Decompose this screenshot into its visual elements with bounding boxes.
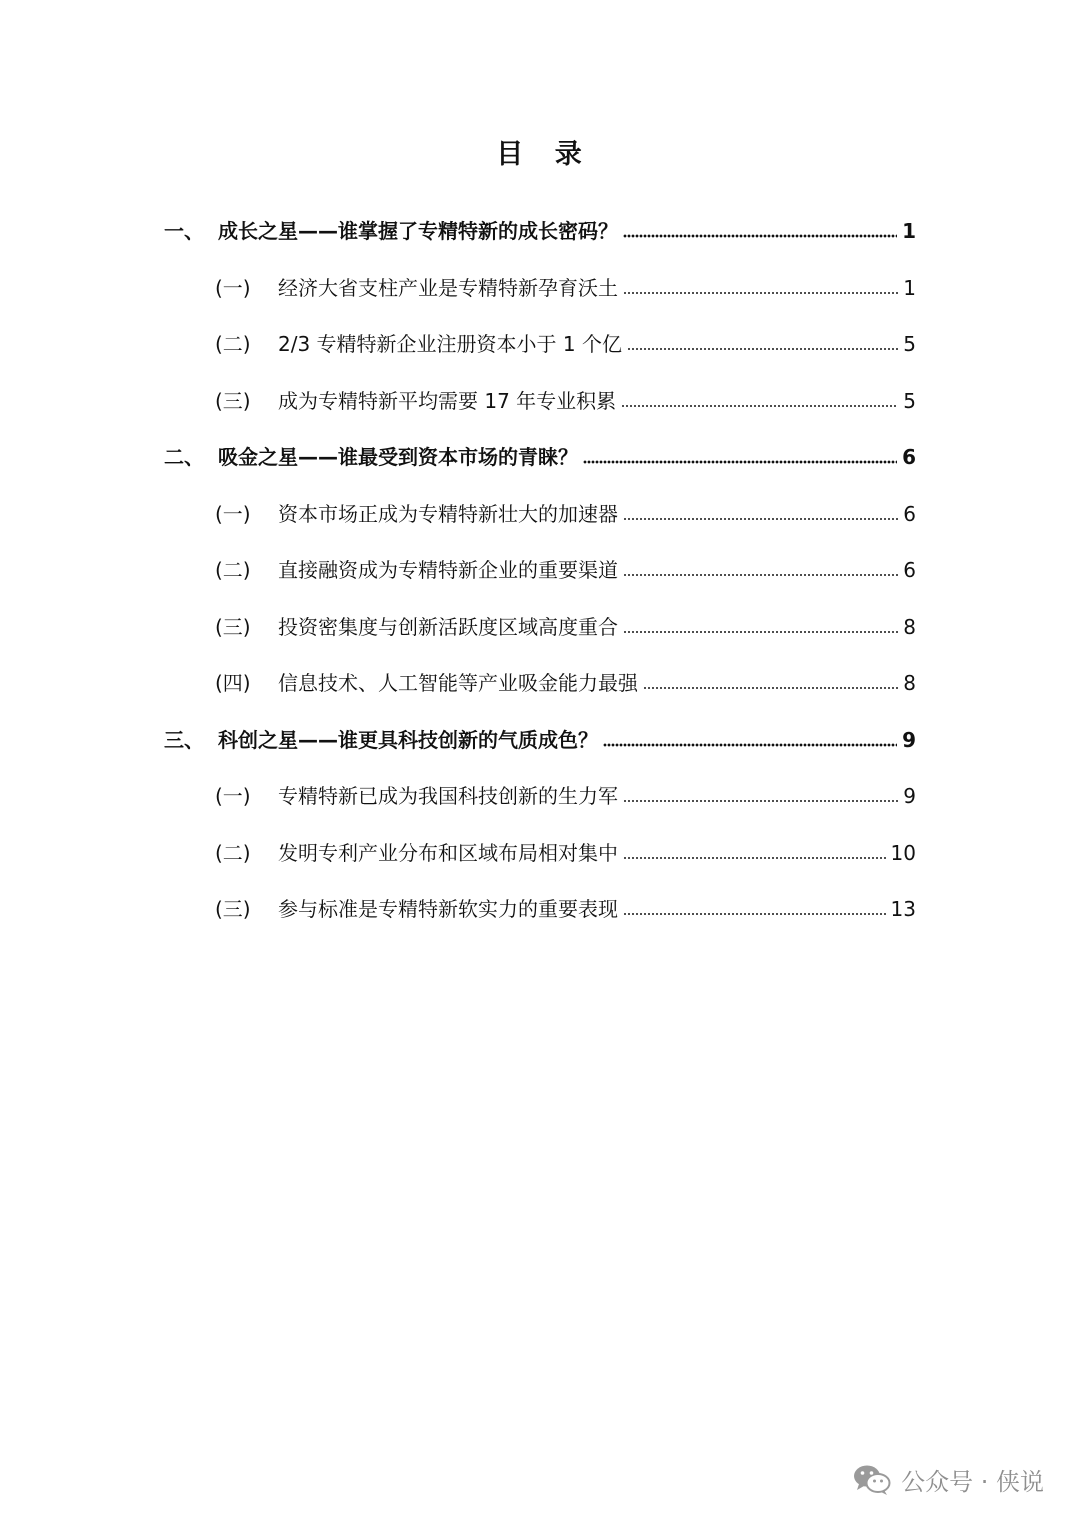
toc-section-entry[interactable] [215, 493, 916, 535]
toc-entry-title: 成为专精特新平均需要 17 年专业积累 [278, 388, 617, 413]
toc-dot-leader [623, 291, 898, 295]
toc-entry-page-number: 6 [903, 501, 916, 526]
toc-entry-title: 科创之星——谁更具科技创新的气质成色？ [218, 727, 598, 752]
toc-entry-title: 经济大省支柱产业是专精特新孕育沃土 [278, 275, 618, 300]
toc-entry-page-number: 1 [902, 219, 916, 243]
toc-entry-title: 专精特新已成为我国科技创新的生力军 [278, 784, 618, 808]
toc-entry-page-number: 1 [903, 275, 916, 300]
toc-heading: 目 录 [496, 139, 584, 170]
toc-entry-page-number: 5 [903, 388, 916, 413]
toc-section-entry[interactable] [215, 662, 916, 704]
toc-entry-number: (四) [215, 671, 251, 695]
toc-dot-leader [621, 404, 898, 408]
toc-dot-leader [623, 630, 898, 634]
toc-dot-leader [623, 517, 898, 521]
toc-chapter-entry[interactable] [164, 210, 916, 252]
toc-entry-title: 信息技术、人工智能等产业吸金能力最强 [278, 671, 638, 695]
toc-dot-leader [627, 347, 898, 351]
toc-entry-number: (三) [215, 388, 251, 413]
toc-entry-number: (三) [215, 614, 251, 639]
toc-dot-leader [643, 686, 898, 690]
toc-entry-number: (一) [215, 784, 251, 808]
toc-chapter-entry[interactable] [164, 436, 916, 478]
toc-section-entry[interactable] [215, 267, 916, 309]
toc-section-entry[interactable] [215, 888, 916, 930]
toc-dot-leader [623, 573, 898, 577]
toc-entry-title: 直接融资成为专精特新企业的重要渠道 [278, 558, 618, 582]
toc-section-entry[interactable] [215, 323, 916, 365]
toc-entry-number: (一) [215, 275, 251, 300]
toc-dot-leader [583, 460, 897, 464]
toc-entry-title: 参与标准是专精特新软实力的重要表现 [278, 897, 618, 921]
toc-entry-number: (一) [215, 501, 251, 526]
watermark-text: 公众号 · 侠说 [901, 1468, 1044, 1496]
toc-entry-title: 吸金之星——谁最受到资本市场的青睐？ [218, 445, 578, 469]
toc-dot-leader [623, 799, 898, 803]
wechat-icon [853, 1464, 891, 1496]
watermark [853, 1462, 1044, 1497]
toc-entry-number: 三、 [164, 727, 204, 752]
toc-chapter-entry[interactable] [164, 719, 916, 761]
toc-entry-page-number: 10 [890, 840, 916, 865]
toc-entry-page-number: 8 [903, 671, 916, 695]
toc-entry-number: (二) [215, 558, 251, 582]
toc-entry-number: 一、 [164, 219, 204, 243]
toc-dot-leader [603, 743, 897, 747]
toc-entry-page-number: 9 [903, 784, 916, 808]
toc-section-entry[interactable] [215, 380, 916, 422]
toc-entry-title: 资本市场正成为专精特新壮大的加速器 [278, 501, 618, 526]
toc-section-entry[interactable] [215, 549, 916, 591]
toc-entry-page-number: 9 [902, 727, 916, 752]
toc-entry-page-number: 6 [902, 445, 916, 469]
toc-section-entry[interactable] [215, 832, 916, 874]
toc-dot-leader [623, 912, 886, 916]
toc-entry-page-number: 13 [890, 897, 916, 921]
toc-dot-leader [623, 234, 897, 238]
toc-entry-number: 二、 [164, 445, 204, 469]
toc-dot-leader [623, 856, 886, 860]
toc-entry-number: (二) [215, 840, 251, 865]
toc-entry-page-number: 8 [903, 614, 916, 639]
toc-entry-number: (二) [215, 332, 251, 356]
toc-entry-title: 2/3 专精特新企业注册资本小于 1 个亿 [278, 332, 622, 356]
toc-entry-title: 投资密集度与创新活跃度区域高度重合 [278, 614, 618, 639]
toc-entry-title: 发明专利产业分布和区域布局相对集中 [278, 840, 618, 865]
toc-section-entry[interactable] [215, 775, 916, 817]
toc-entry-page-number: 5 [903, 332, 916, 356]
toc-section-entry[interactable] [215, 606, 916, 648]
toc-entry-title: 成长之星——谁掌握了专精特新的成长密码？ [218, 219, 618, 243]
toc-entry-number: (三) [215, 897, 251, 921]
toc-entry-page-number: 6 [903, 558, 916, 582]
